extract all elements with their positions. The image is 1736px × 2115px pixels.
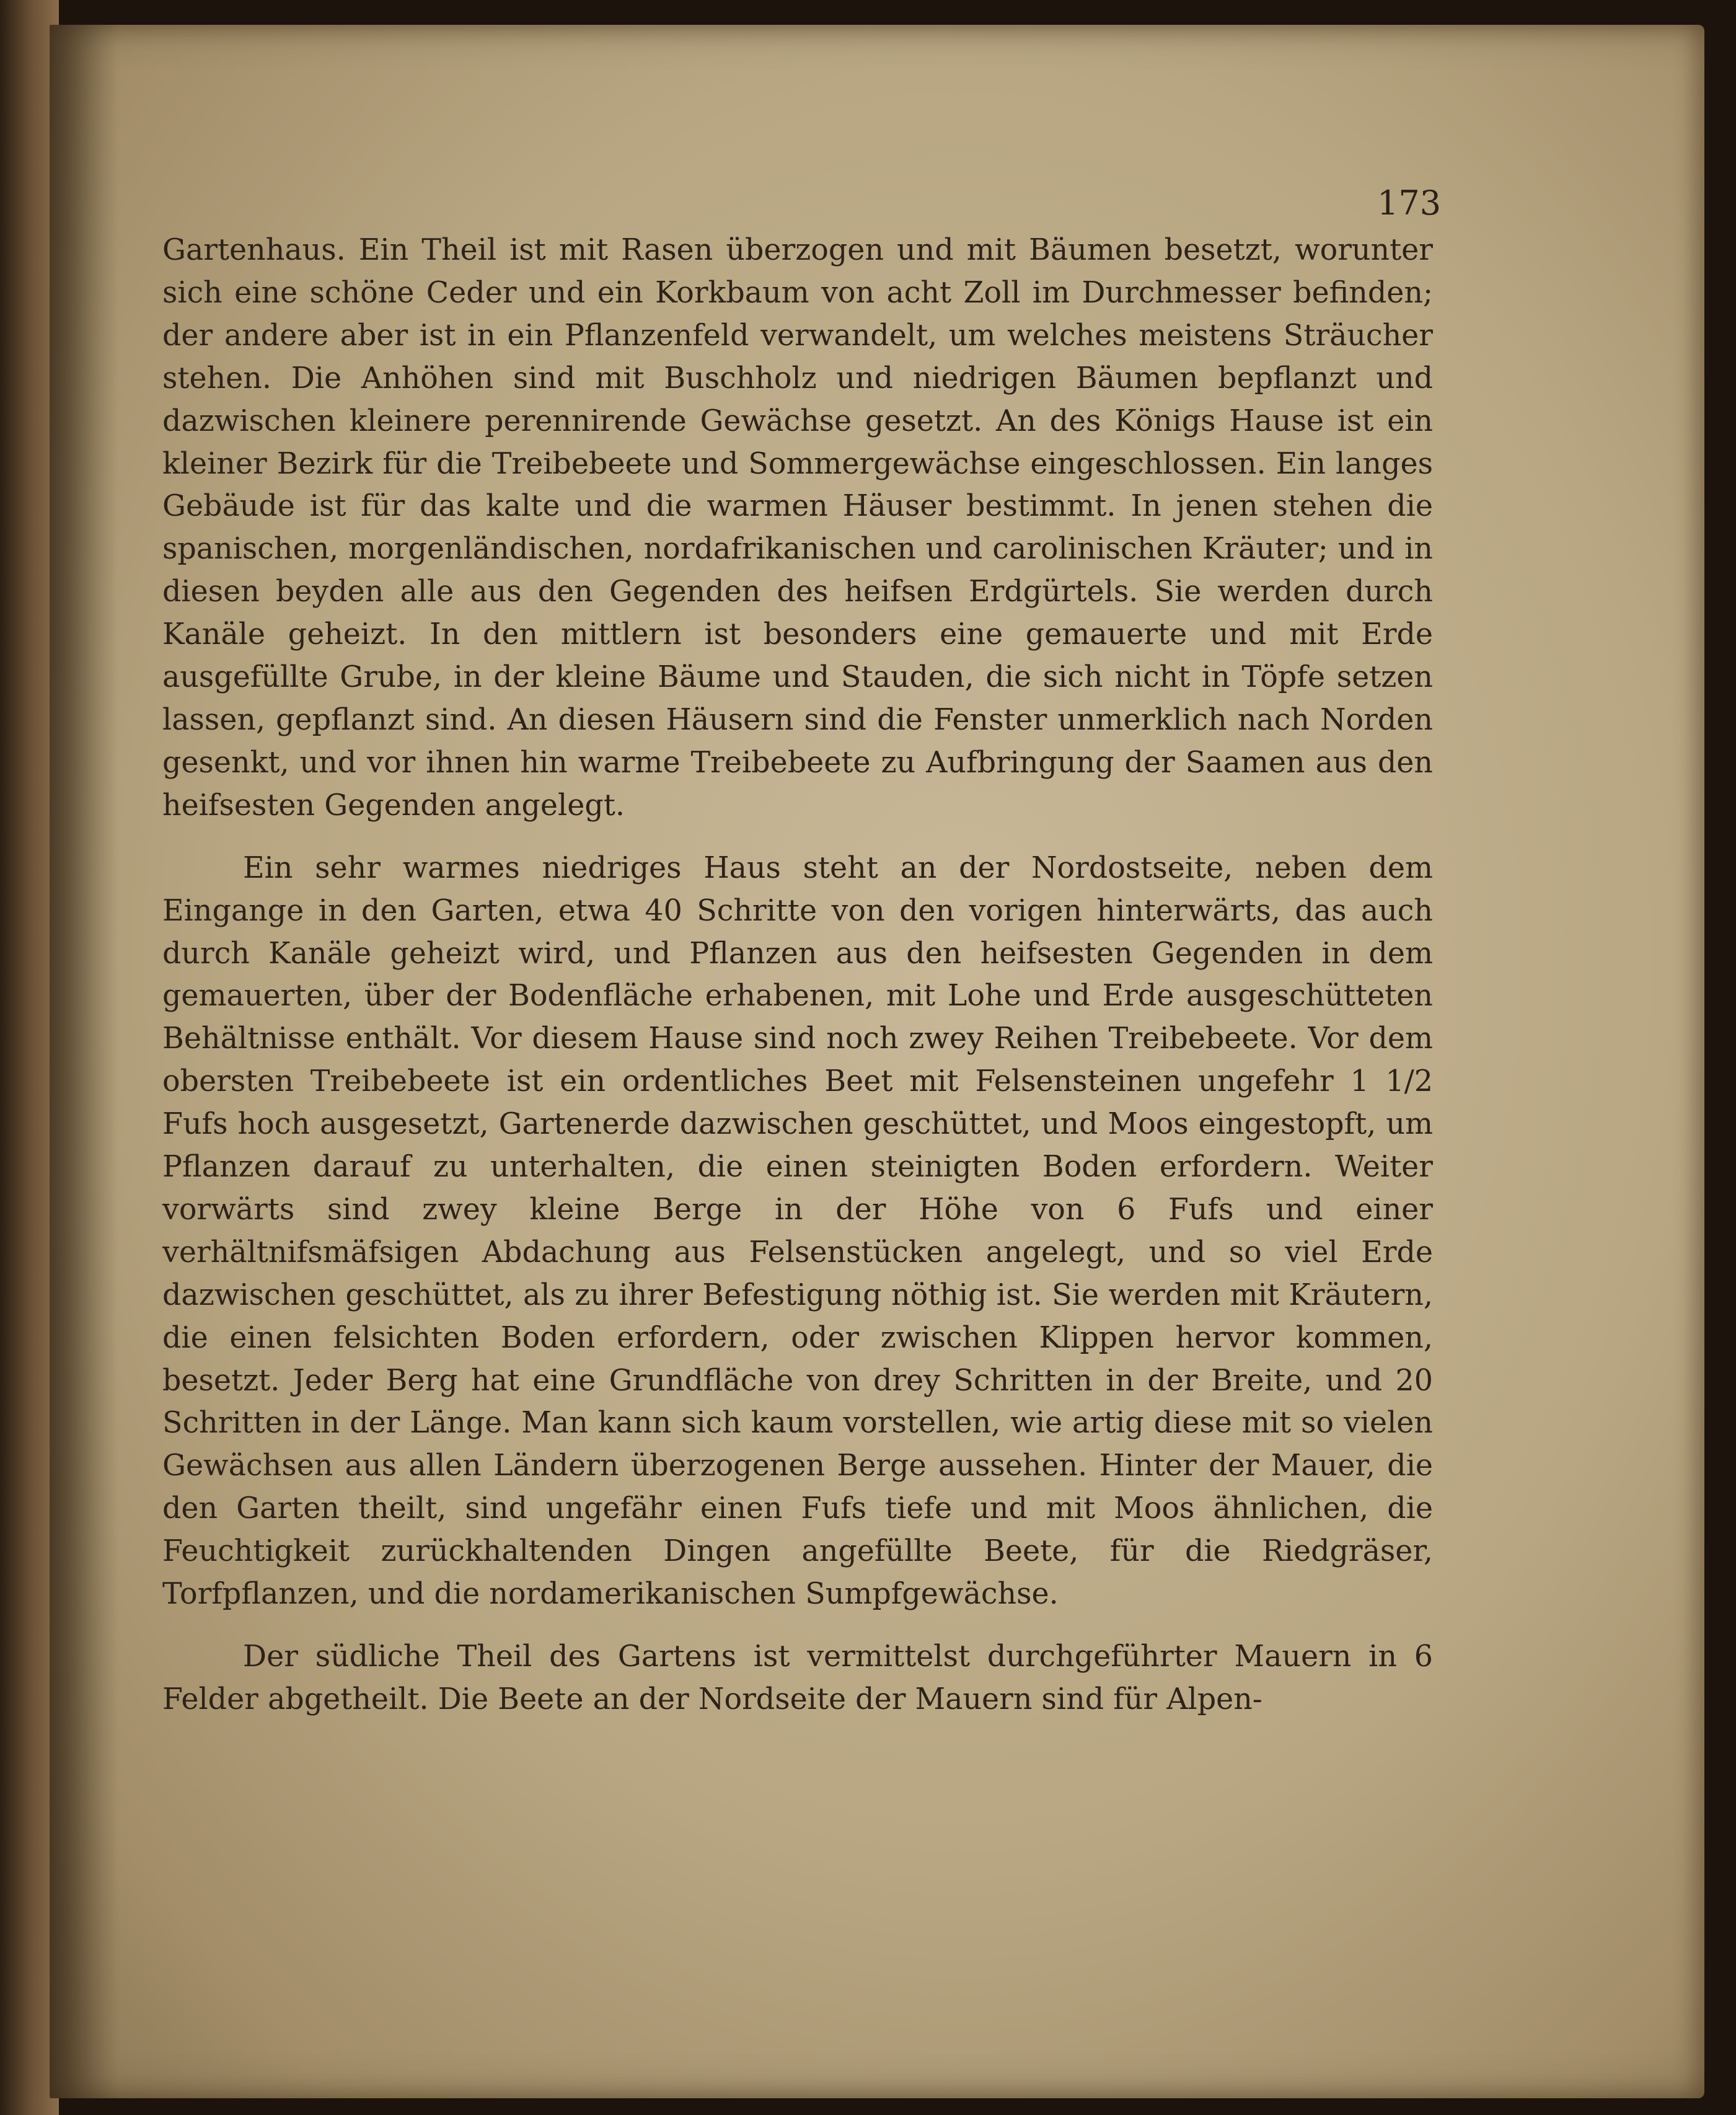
paragraph-2: Ein sehr warmes niedriges Haus steht an der Nordostseite, neben dem Eingange in den Garten, etwa 40 Schritte von den vorigen hinterwärts, das auch durch Kanäle geheizt wird, und Pflanzen aus den heifsesten Gegenden in dem gemauerten, über der Bodenfläche erhabenen, mit Lohe und Erde ausgeschütteten Behältnisse enthält. Vor diesem Hause sind noch zwey Reihen Treibebeete. Vor dem obersten Treibebeete ist ein ordentliches Beet mit Felsensteinen ungefehr 1 1/2 Fufs hoch ausgesetzt, Gartenerde dazwischen geschüttet, und Moos eingestopft, um Pflanzen darauf zu unterhalten, die einen steinigten Boden erfordern. Weiter vorwärts sind zwey kleine Berge in der Höhe von 6 Fufs und einer verhältnifsmäfsigen Abdachung aus Felsenstücken angelegt, und so viel Erde dazwischen geschüttet, als zu ihrer Befestigung nöthig ist. Sie werden mit Kräutern, die einen felsichten Boden erfordern, oder zwischen Klippen hervor kommen, besetzt. Jeder Berg hat eine Grundfläche von drey Schritten in der Breite, und 20 Schritten in der Länge. Man kann sich kaum vorstellen, wie artig diese mit so vielen Gewächsen aus allen Ländern überzogenen Berge aussehen. Hinter der Mauer, die den Garten theilt, sind ungefähr einen Fufs tiefe und mit Moos ähnlichen, die Feuchtigkeit zurückhaltenden Dingen angefüllte Beete, für die Riedgräser, Torfpflanzen, und die nordamerikanischen Sumpfgewächse.: [162, 850, 1433, 1612]
gutter-shadow: [50, 25, 118, 2098]
paragraph-3: Der südliche Theil des Gartens ist vermittelst durchgeführter Mauern in 6 Felder abgetheilt. Die Beete an der Nordseite der Mauern sind für Alpen-: [162, 1640, 1433, 1716]
paragraph-1: Gartenhaus. Ein Theil ist mit Rasen überzogen und mit Bäumen besetzt, worunter sich eine schöne Ceder und ein Korkbaum von acht Zoll im Durchmesser befinden; der andere aber ist in ein Pflanzenfeld verwandelt, um welches meistens Sträucher stehen. Die Anhöhen sind mit Buschholz und niedrigen Bäumen bepflanzt und dazwischen kleinere perennirende Gewächse gesetzt. An des Königs Hause ist ein kleiner Bezirk für die Treibebeete und Sommergewächse eingeschlossen. Ein langes Gebäude ist für das kalte und die warmen Häuser bestimmt. In jenen stehen die spanischen, morgenländischen, nordafrikanischen und carolinischen Kräuter; und in diesen beyden alle aus den Gegenden des heifsen Erdgürtels. Sie werden durch Kanäle geheizt. In den mittlern ist besonders eine gemauerte und mit Erde ausgefüllte Grube, in der kleine Bäume und Stauden, die sich nicht in Töpfe setzen lassen, gepflanzt sind. An diesen Häusern sind die Fenster unmerklich nach Norden gesenkt, und vor ihnen hin warme Treibebeete zu Aufbringung der Saamen aus den heifsesten Gegenden angelegt.: [162, 233, 1433, 823]
page-number: 173: [1377, 183, 1442, 223]
body-text: [162, 229, 1433, 1721]
